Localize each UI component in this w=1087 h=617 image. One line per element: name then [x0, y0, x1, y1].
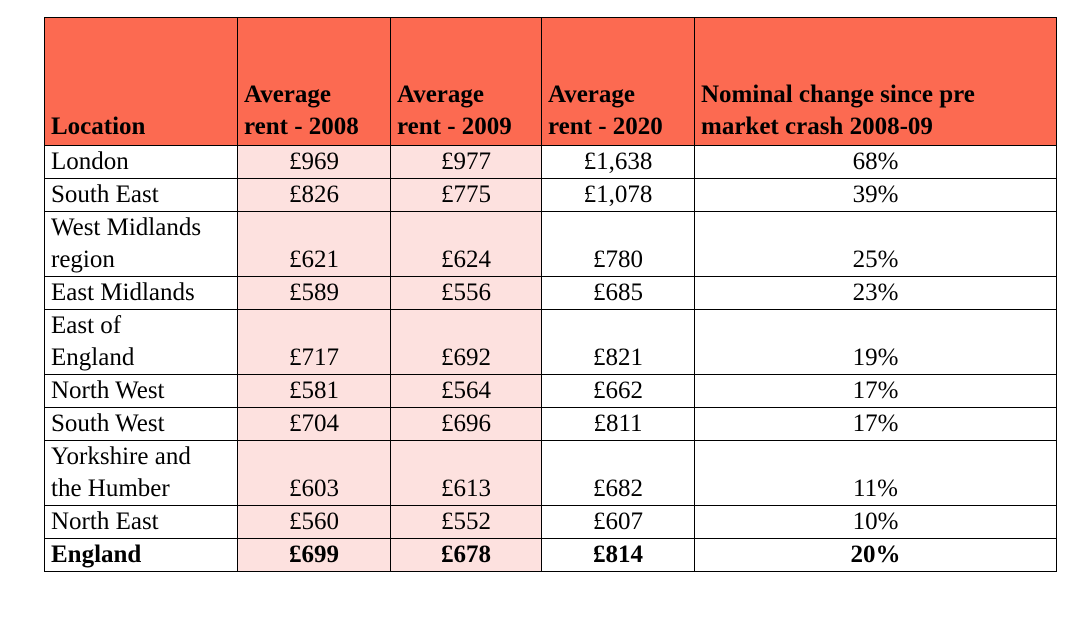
header-text: rent - 2009 — [397, 113, 512, 140]
location-text: England — [51, 541, 142, 568]
table-row — [45, 146, 1057, 179]
cell-rent-2009: £613 — [391, 441, 542, 506]
table-body — [45, 146, 1057, 572]
cell-rent-2020: £780 — [542, 212, 695, 277]
table-row — [45, 310, 1057, 375]
header-rent-2009 — [391, 18, 542, 146]
table-row — [45, 441, 1057, 506]
table-header — [45, 18, 1057, 146]
cell-rent-2008: £699 — [238, 539, 391, 572]
table-row — [45, 179, 1057, 212]
cell-location — [45, 179, 238, 212]
cell-rent-2008: £969 — [238, 146, 391, 179]
cell-rent-2020: £811 — [542, 408, 695, 441]
cell-rent-2009: £552 — [391, 506, 542, 539]
cell-location — [45, 212, 238, 277]
header-text: Nominal change since pre — [701, 81, 975, 108]
cell-location — [45, 310, 238, 375]
location-text: the Humber — [51, 475, 170, 502]
header-rent-2008 — [238, 18, 391, 146]
header-text: rent - 2008 — [244, 113, 359, 140]
cell-nominal-change: 10% — [695, 506, 1057, 539]
header-text: rent - 2020 — [548, 113, 663, 140]
header-text: Location — [51, 113, 146, 140]
cell-rent-2008: £589 — [238, 277, 391, 310]
header-text: Average — [397, 81, 484, 108]
cell-location — [45, 506, 238, 539]
cell-rent-2020: £685 — [542, 277, 695, 310]
cell-rent-2008: £704 — [238, 408, 391, 441]
cell-rent-2009: £692 — [391, 310, 542, 375]
location-text: region — [51, 246, 115, 273]
location-text: South West — [51, 410, 165, 437]
cell-rent-2020: £814 — [542, 539, 695, 572]
table-row — [45, 375, 1057, 408]
cell-rent-2009: £696 — [391, 408, 542, 441]
cell-rent-2020: £821 — [542, 310, 695, 375]
cell-rent-2009: £564 — [391, 375, 542, 408]
table-row-total — [45, 539, 1057, 572]
location-text: South East — [51, 181, 159, 208]
header-rent-2020 — [542, 18, 695, 146]
location-text: London — [51, 148, 129, 175]
cell-location — [45, 408, 238, 441]
table-row — [45, 408, 1057, 441]
table-row — [45, 277, 1057, 310]
cell-rent-2020: £1,078 — [542, 179, 695, 212]
cell-nominal-change: 17% — [695, 375, 1057, 408]
location-text: North West — [51, 377, 165, 404]
header-nominal-change — [695, 18, 1057, 146]
cell-location — [45, 146, 238, 179]
cell-rent-2008: £560 — [238, 506, 391, 539]
cell-rent-2020: £662 — [542, 375, 695, 408]
cell-rent-2009: £556 — [391, 277, 542, 310]
cell-rent-2008: £621 — [238, 212, 391, 277]
header-location — [45, 18, 238, 146]
cell-rent-2009: £775 — [391, 179, 542, 212]
cell-nominal-change: 39% — [695, 179, 1057, 212]
location-text: East Midlands — [51, 279, 195, 306]
cell-rent-2008: £581 — [238, 375, 391, 408]
header-text: Average — [548, 81, 635, 108]
cell-rent-2020: £682 — [542, 441, 695, 506]
cell-location — [45, 539, 238, 572]
cell-nominal-change: 19% — [695, 310, 1057, 375]
cell-nominal-change: 11% — [695, 441, 1057, 506]
cell-nominal-change: 23% — [695, 277, 1057, 310]
location-text: Yorkshire and — [51, 443, 191, 470]
cell-location — [45, 277, 238, 310]
header-text: Average — [244, 81, 331, 108]
location-text: West Midlands — [51, 214, 202, 241]
location-text: North East — [51, 508, 159, 535]
cell-rent-2009: £624 — [391, 212, 542, 277]
cell-location — [45, 441, 238, 506]
cell-rent-2008: £826 — [238, 179, 391, 212]
cell-location — [45, 375, 238, 408]
cell-nominal-change: 17% — [695, 408, 1057, 441]
rent-table — [44, 17, 1057, 572]
cell-nominal-change: 20% — [695, 539, 1057, 572]
cell-rent-2009: £678 — [391, 539, 542, 572]
header-row — [45, 18, 1057, 146]
cell-nominal-change: 25% — [695, 212, 1057, 277]
table-row — [45, 212, 1057, 277]
cell-nominal-change: 68% — [695, 146, 1057, 179]
table-row — [45, 506, 1057, 539]
cell-rent-2020: £607 — [542, 506, 695, 539]
location-text: England — [51, 344, 135, 371]
header-text: market crash 2008-09 — [701, 113, 933, 140]
cell-rent-2009: £977 — [391, 146, 542, 179]
location-text: East of — [51, 312, 122, 339]
cell-rent-2020: £1,638 — [542, 146, 695, 179]
cell-rent-2008: £717 — [238, 310, 391, 375]
cell-rent-2008: £603 — [238, 441, 391, 506]
